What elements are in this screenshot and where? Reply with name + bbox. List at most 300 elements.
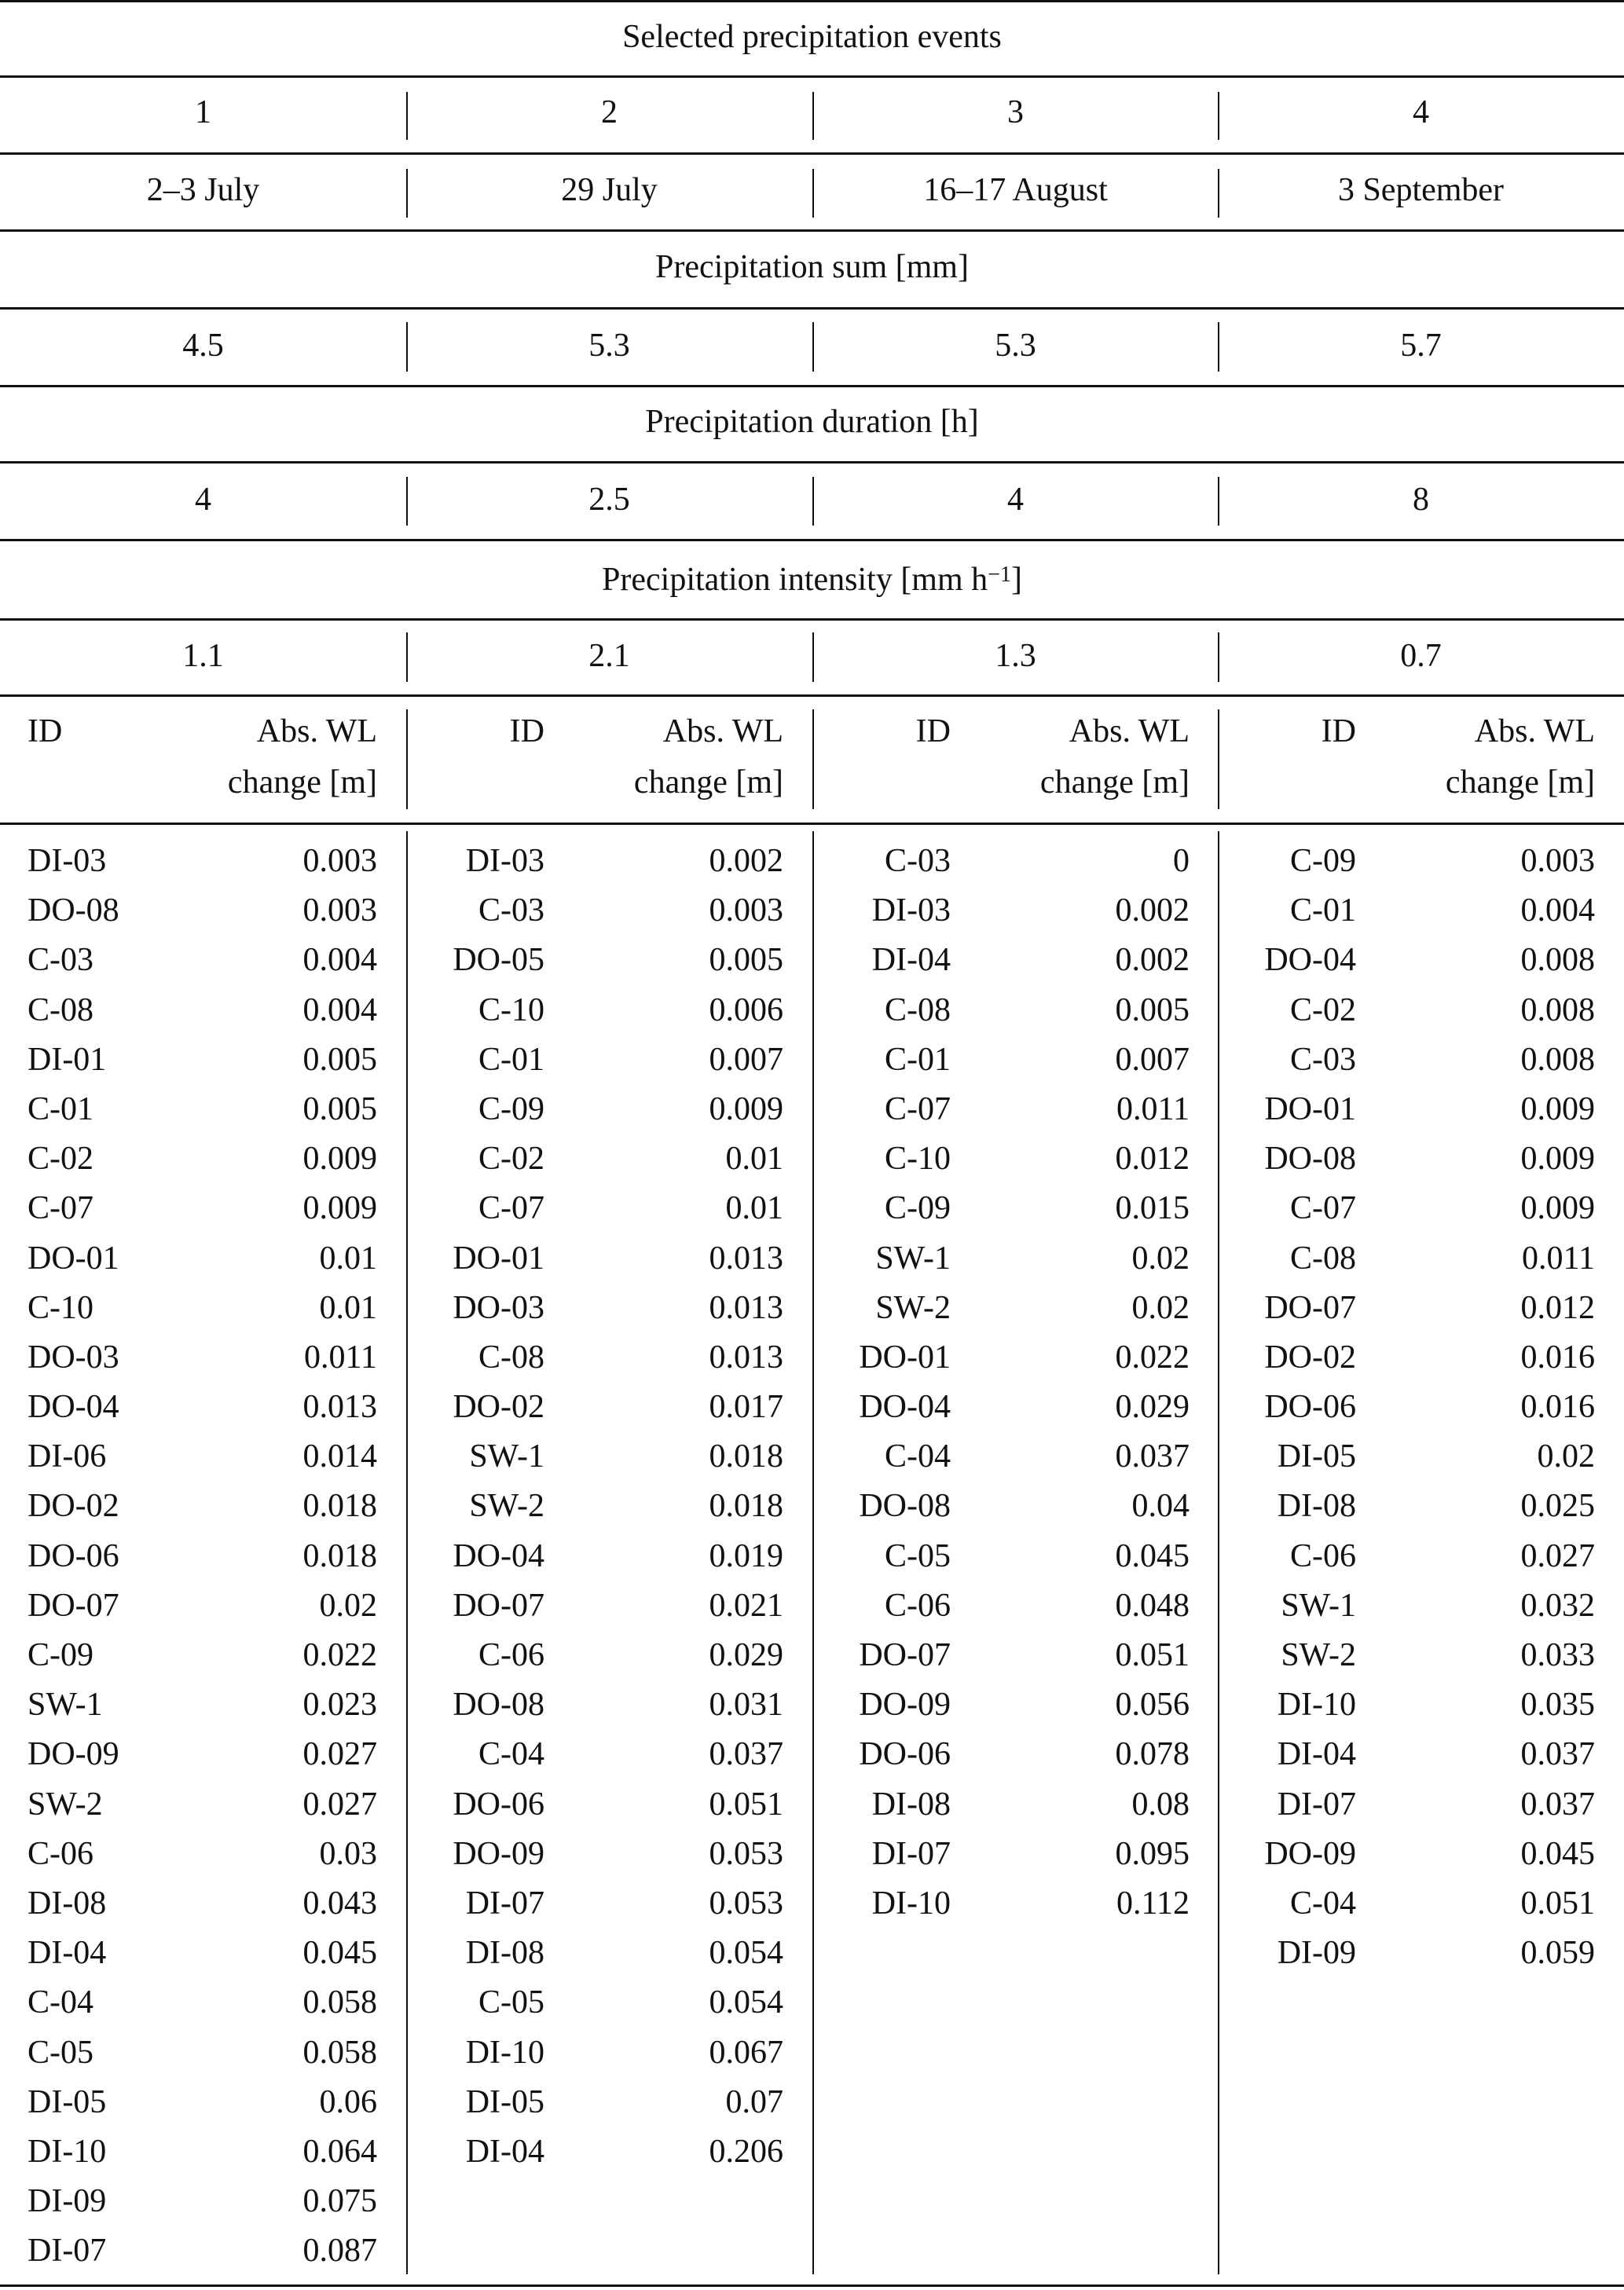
wl-change-value: 0.017 xyxy=(709,1389,783,1426)
station-id: C-02 xyxy=(1290,991,1356,1028)
table-row xyxy=(812,986,1219,1035)
wl-change-value: 0.027 xyxy=(302,1786,377,1823)
table-row xyxy=(1218,1581,1624,1631)
id-column-header: ID xyxy=(1321,713,1356,749)
station-id: C-04 xyxy=(1290,1885,1356,1922)
station-id: DI-04 xyxy=(465,2133,544,2170)
wl-change-value: 0.031 xyxy=(709,1687,783,1724)
table-row xyxy=(1218,886,1624,936)
table-row xyxy=(406,1680,812,1730)
table-row xyxy=(1218,837,1624,886)
change-column-header-line2: change [m] xyxy=(1445,764,1595,801)
station-id: DO-08 xyxy=(27,892,119,929)
station-id: DO-05 xyxy=(453,942,544,979)
wl-change-value: 0.048 xyxy=(1115,1587,1190,1624)
table-row xyxy=(406,1184,812,1233)
station-id: C-08 xyxy=(1290,1240,1356,1277)
table-row xyxy=(406,1085,812,1134)
table-row xyxy=(1218,1383,1624,1432)
wl-change-value: 0.005 xyxy=(302,1090,377,1127)
station-id: C-10 xyxy=(478,991,544,1028)
table-row xyxy=(812,1631,1219,1680)
table-row xyxy=(406,1284,812,1333)
station-id: DI-07 xyxy=(1277,1786,1356,1823)
wl-change-value: 0.018 xyxy=(709,1488,783,1525)
column-divider xyxy=(406,477,408,526)
rule-top xyxy=(0,0,1624,2)
event-2-station-list xyxy=(406,837,812,2177)
table-row xyxy=(1218,1085,1624,1134)
wl-change-value: 0.011 xyxy=(1116,1090,1190,1127)
table-row xyxy=(1218,936,1624,985)
table-row xyxy=(0,2226,406,2276)
table-row xyxy=(812,1284,1219,1333)
sum-value: 5.7 xyxy=(1400,328,1442,364)
table-row xyxy=(812,837,1219,886)
wl-change-value: 0.005 xyxy=(1115,991,1190,1028)
table-row xyxy=(812,1830,1219,1879)
intensity-header-text: Precipitation intensity [mm h xyxy=(602,562,988,598)
table-row xyxy=(812,1432,1219,1482)
wl-change-value: 0.029 xyxy=(709,1637,783,1673)
column-divider xyxy=(812,169,814,218)
event-3-station-list xyxy=(812,837,1219,1929)
station-id: C-09 xyxy=(478,1090,544,1127)
station-id: DI-05 xyxy=(1277,1438,1356,1475)
wl-change-value: 0.018 xyxy=(709,1438,783,1475)
event-4-station-list xyxy=(1218,837,1624,1978)
column-divider xyxy=(406,632,408,682)
table-row xyxy=(406,1432,812,1482)
station-id: C-05 xyxy=(27,2034,93,2071)
event-date: 29 July xyxy=(561,172,658,208)
wl-change-value: 0.009 xyxy=(709,1090,783,1127)
wl-change-value: 0.011 xyxy=(304,1339,377,1376)
rule xyxy=(0,694,1624,697)
station-id: DO-02 xyxy=(1264,1339,1356,1376)
station-id: DI-03 xyxy=(27,843,107,879)
table-row xyxy=(406,2028,812,2078)
wl-change-value: 0.008 xyxy=(1520,942,1595,979)
table-row xyxy=(0,1581,406,1631)
station-id: C-07 xyxy=(885,1090,951,1127)
station-id: DO-08 xyxy=(453,1687,544,1724)
wl-change-value: 0.021 xyxy=(709,1587,783,1624)
table-row xyxy=(0,936,406,985)
wl-change-value: 0.02 xyxy=(319,1587,377,1624)
wl-change-value: 0.008 xyxy=(1520,1041,1595,1078)
rule xyxy=(0,823,1624,825)
rule xyxy=(0,152,1624,155)
table-row xyxy=(1218,1134,1624,1184)
table-row xyxy=(812,1134,1219,1184)
table-row xyxy=(0,986,406,1035)
event-1-station-list xyxy=(0,837,406,2276)
wl-change-value: 0.058 xyxy=(302,1984,377,2021)
wl-change-value: 0.045 xyxy=(1520,1835,1595,1872)
station-id: SW-1 xyxy=(1281,1587,1356,1624)
event-date: 2–3 July xyxy=(146,172,260,208)
column-divider xyxy=(1218,709,1219,809)
table-row xyxy=(812,1184,1219,1233)
wl-change-value: 0.035 xyxy=(1520,1687,1595,1724)
wl-change-value: 0.003 xyxy=(709,892,783,929)
station-id: DI-06 xyxy=(27,1438,107,1475)
duration-value: 8 xyxy=(1413,482,1429,518)
table-row xyxy=(0,2028,406,2078)
station-id: C-04 xyxy=(27,1984,93,2021)
station-id: C-04 xyxy=(885,1438,951,1475)
wl-change-value: 0.054 xyxy=(709,1935,783,1972)
station-id: DO-07 xyxy=(27,1587,119,1624)
wl-change-value: 0.018 xyxy=(302,1537,377,1574)
rule xyxy=(0,539,1624,541)
station-id: DO-09 xyxy=(453,1835,544,1872)
intensity-value: 2.1 xyxy=(588,638,630,674)
station-id: DO-04 xyxy=(453,1537,544,1574)
id-column-header: ID xyxy=(915,713,951,749)
table-row xyxy=(406,1879,812,1929)
event-number: 2 xyxy=(601,94,618,130)
table-row xyxy=(406,1780,812,1830)
table-row xyxy=(406,1730,812,1779)
table-row xyxy=(1218,1730,1624,1779)
station-id: C-08 xyxy=(885,991,951,1028)
station-id: DI-05 xyxy=(27,2083,107,2120)
table-row xyxy=(812,886,1219,936)
table-row xyxy=(0,1680,406,1730)
station-id: C-02 xyxy=(27,1141,93,1178)
wl-change-value: 0.018 xyxy=(302,1488,377,1525)
table-row xyxy=(0,1978,406,2028)
station-id: DO-08 xyxy=(859,1488,951,1525)
table-row xyxy=(406,1929,812,1978)
wl-change-value: 0.04 xyxy=(1131,1488,1190,1525)
table-row xyxy=(1218,1830,1624,1879)
table-row xyxy=(0,2127,406,2177)
station-id: DO-03 xyxy=(27,1339,119,1376)
station-id: DI-01 xyxy=(27,1041,107,1078)
station-id: C-09 xyxy=(885,1190,951,1227)
table-row xyxy=(406,2127,812,2177)
table-row xyxy=(812,1879,1219,1929)
table-row xyxy=(406,837,812,886)
intensity-value: 1.1 xyxy=(182,638,224,674)
table-row xyxy=(0,1879,406,1929)
station-id: DI-07 xyxy=(871,1835,951,1872)
station-id: C-06 xyxy=(27,1835,93,1872)
station-id: DI-04 xyxy=(871,942,951,979)
wl-change-value: 0.002 xyxy=(1115,942,1190,979)
change-column-header-line1: Abs. WL xyxy=(1069,713,1190,749)
table-row xyxy=(406,936,812,985)
change-column-header-line1: Abs. WL xyxy=(1474,713,1595,749)
wl-change-value: 0.015 xyxy=(1115,1190,1190,1227)
wl-change-value: 0.056 xyxy=(1115,1687,1190,1724)
wl-change-value: 0.01 xyxy=(725,1190,783,1227)
station-id: C-06 xyxy=(885,1587,951,1624)
station-id: DO-06 xyxy=(453,1786,544,1823)
station-id: DO-07 xyxy=(1264,1289,1356,1326)
table-row xyxy=(0,886,406,936)
table-row xyxy=(1218,1184,1624,1233)
table-row xyxy=(406,1134,812,1184)
table-row xyxy=(1218,986,1624,1035)
column-divider xyxy=(406,322,408,372)
wl-change-value: 0.027 xyxy=(302,1736,377,1773)
station-id: DI-07 xyxy=(465,1885,544,1922)
station-id: C-03 xyxy=(885,843,951,879)
table-row xyxy=(0,2078,406,2127)
wl-change-value: 0.043 xyxy=(302,1885,377,1922)
station-id: DO-01 xyxy=(27,1240,119,1277)
table-row xyxy=(406,886,812,936)
wl-change-value: 0.045 xyxy=(302,1935,377,1972)
table-title: Selected precipitation events xyxy=(622,19,1002,55)
station-id: C-02 xyxy=(478,1141,544,1178)
rule-bottom xyxy=(0,2285,1624,2287)
table-row xyxy=(812,936,1219,985)
station-id: DO-04 xyxy=(859,1389,951,1426)
column-divider xyxy=(406,709,408,809)
table-row xyxy=(0,1234,406,1284)
table-row xyxy=(1218,1780,1624,1830)
column-divider xyxy=(1218,477,1219,526)
station-id: DO-08 xyxy=(1264,1141,1356,1178)
wl-change-value: 0.033 xyxy=(1520,1637,1595,1673)
wl-change-value: 0.206 xyxy=(709,2133,783,2170)
wl-change-value: 0.07 xyxy=(725,2083,783,2120)
sum-value: 5.3 xyxy=(995,328,1036,364)
station-id: DO-01 xyxy=(859,1339,951,1376)
change-column-header-line1: Abs. WL xyxy=(256,713,377,749)
wl-change-value: 0.005 xyxy=(709,942,783,979)
wl-change-value: 0.053 xyxy=(709,1835,783,1872)
wl-change-value: 0.003 xyxy=(302,892,377,929)
station-id: DI-10 xyxy=(871,1885,951,1922)
wl-change-value: 0.032 xyxy=(1520,1587,1595,1624)
wl-change-value: 0.051 xyxy=(1520,1885,1595,1922)
wl-change-value: 0.058 xyxy=(302,2034,377,2071)
table-row xyxy=(812,1333,1219,1383)
column-divider xyxy=(1218,169,1219,218)
table-row xyxy=(0,1134,406,1184)
table-row xyxy=(812,1730,1219,1779)
table-row xyxy=(812,1532,1219,1581)
table-row xyxy=(1218,1532,1624,1581)
station-id: C-08 xyxy=(27,991,93,1028)
change-column-header-line2: change [m] xyxy=(633,764,783,801)
wl-change-value: 0.004 xyxy=(302,942,377,979)
station-id: C-07 xyxy=(27,1190,93,1227)
wl-change-value: 0.008 xyxy=(1520,991,1595,1028)
station-id: C-01 xyxy=(885,1041,951,1078)
wl-change-value: 0.02 xyxy=(1537,1438,1595,1475)
duration-value: 4 xyxy=(195,482,211,518)
sum-header: Precipitation sum [mm] xyxy=(655,249,969,285)
wl-change-value: 0.009 xyxy=(1520,1090,1595,1127)
station-id: DI-05 xyxy=(465,2083,544,2120)
station-id: DO-09 xyxy=(859,1687,951,1724)
wl-change-value: 0.013 xyxy=(709,1289,783,1326)
wl-change-value: 0.01 xyxy=(319,1240,377,1277)
wl-change-value: 0.054 xyxy=(709,1984,783,2021)
station-id: DO-09 xyxy=(1264,1835,1356,1872)
rule xyxy=(0,461,1624,463)
station-id: C-09 xyxy=(27,1637,93,1673)
wl-change-value: 0.023 xyxy=(302,1687,377,1724)
wl-change-value: 0.003 xyxy=(302,843,377,879)
wl-change-value: 0.08 xyxy=(1131,1786,1190,1823)
column-divider xyxy=(1218,322,1219,372)
wl-change-value: 0.059 xyxy=(1520,1935,1595,1972)
wl-change-value: 0.009 xyxy=(302,1141,377,1178)
id-column-header: ID xyxy=(27,713,63,749)
event-date: 16–17 August xyxy=(923,172,1108,208)
wl-change-value: 0.006 xyxy=(709,991,783,1028)
station-id: DI-08 xyxy=(871,1786,951,1823)
station-id: C-10 xyxy=(885,1141,951,1178)
station-id: DI-08 xyxy=(465,1935,544,1972)
rule xyxy=(0,75,1624,78)
wl-change-value: 0.03 xyxy=(319,1835,377,1872)
intensity-value: 0.7 xyxy=(1400,638,1442,674)
sum-value: 5.3 xyxy=(588,328,630,364)
table-row xyxy=(406,2078,812,2127)
station-id: DI-03 xyxy=(465,843,544,879)
intensity-header xyxy=(0,556,1624,603)
column-divider xyxy=(812,477,814,526)
station-id: C-01 xyxy=(27,1090,93,1127)
table-row xyxy=(0,1432,406,1482)
station-id: C-03 xyxy=(27,942,93,979)
wl-change-value: 0.002 xyxy=(709,843,783,879)
wl-change-value: 0.095 xyxy=(1115,1835,1190,1872)
table-row xyxy=(1218,1234,1624,1284)
station-id: DO-04 xyxy=(1264,942,1356,979)
station-id: DO-07 xyxy=(453,1587,544,1624)
wl-change-value: 0.051 xyxy=(709,1786,783,1823)
rule xyxy=(0,385,1624,387)
station-id: C-10 xyxy=(27,1289,93,1326)
wl-change-value: 0.009 xyxy=(1520,1141,1595,1178)
change-column-header-line2: change [m] xyxy=(227,764,377,801)
table-row xyxy=(406,1978,812,2028)
station-id: SW-1 xyxy=(469,1438,544,1475)
table-row xyxy=(812,1780,1219,1830)
table-row xyxy=(812,1035,1219,1085)
table-row xyxy=(406,1581,812,1631)
wl-change-value: 0.016 xyxy=(1520,1339,1595,1376)
column-divider xyxy=(406,169,408,218)
table-row xyxy=(406,1234,812,1284)
duration-value: 2.5 xyxy=(588,482,630,518)
table-row xyxy=(406,1333,812,1383)
duration-header: Precipitation duration [h] xyxy=(645,404,979,440)
table-row xyxy=(406,1532,812,1581)
station-id: C-05 xyxy=(478,1984,544,2021)
station-id: SW-1 xyxy=(875,1240,951,1277)
table-row xyxy=(0,1085,406,1134)
station-id: DO-06 xyxy=(27,1537,119,1574)
wl-change-value: 0.02 xyxy=(1131,1240,1190,1277)
wl-change-value: 0.01 xyxy=(319,1289,377,1326)
table-row xyxy=(1218,1879,1624,1929)
table-row xyxy=(1218,1432,1624,1482)
table-row xyxy=(406,1035,812,1085)
rule xyxy=(0,618,1624,621)
intensity-exponent: −1 xyxy=(988,562,1011,587)
wl-change-value: 0.016 xyxy=(1520,1389,1595,1426)
station-id: DI-08 xyxy=(1277,1488,1356,1525)
station-id: C-07 xyxy=(478,1190,544,1227)
sum-value: 4.5 xyxy=(182,328,224,364)
station-id: DO-09 xyxy=(27,1736,119,1773)
station-id: DI-10 xyxy=(27,2133,107,2170)
station-id: DO-04 xyxy=(27,1389,119,1426)
intensity-header-close: ] xyxy=(1010,562,1022,598)
wl-change-value: 0.112 xyxy=(1116,1885,1190,1922)
table-row xyxy=(0,1482,406,1531)
wl-change-value: 0.037 xyxy=(1520,1736,1595,1773)
wl-change-value: 0.007 xyxy=(709,1041,783,1078)
table-row xyxy=(406,1830,812,1879)
station-id: DO-02 xyxy=(453,1389,544,1426)
station-id: DI-04 xyxy=(1277,1736,1356,1773)
wl-change-value: 0.037 xyxy=(1115,1438,1190,1475)
wl-change-value: 0.014 xyxy=(302,1438,377,1475)
wl-change-value: 0.045 xyxy=(1115,1537,1190,1574)
station-id: SW-1 xyxy=(27,1687,103,1724)
wl-change-value: 0.06 xyxy=(319,2083,377,2120)
wl-change-value: 0.009 xyxy=(302,1190,377,1227)
table-row xyxy=(812,1383,1219,1432)
table-row xyxy=(0,1830,406,1879)
duration-value: 4 xyxy=(1007,482,1024,518)
station-id: C-06 xyxy=(478,1637,544,1673)
table-row xyxy=(812,1581,1219,1631)
table-row xyxy=(812,1234,1219,1284)
wl-change-value: 0.037 xyxy=(1520,1786,1595,1823)
wl-change-value: 0.078 xyxy=(1115,1736,1190,1773)
station-id: C-05 xyxy=(885,1537,951,1574)
table-row xyxy=(0,1532,406,1581)
column-divider xyxy=(1218,92,1219,140)
table-row xyxy=(812,1085,1219,1134)
wl-change-value: 0.005 xyxy=(302,1041,377,1078)
table-row xyxy=(0,1035,406,1085)
wl-change-value: 0.037 xyxy=(709,1736,783,1773)
station-id: DO-06 xyxy=(1264,1389,1356,1426)
event-date: 3 September xyxy=(1337,172,1505,208)
station-id: DO-06 xyxy=(859,1736,951,1773)
table-row xyxy=(812,1482,1219,1531)
table-row xyxy=(1218,1929,1624,1978)
rule xyxy=(0,307,1624,310)
wl-change-value: 0.019 xyxy=(709,1537,783,1574)
table-row xyxy=(1218,1284,1624,1333)
station-id: DO-01 xyxy=(453,1240,544,1277)
station-id: DI-03 xyxy=(871,892,951,929)
station-id: DO-07 xyxy=(859,1637,951,1673)
table-row xyxy=(0,1184,406,1233)
change-column-header-line2: change [m] xyxy=(1039,764,1190,801)
wl-change-value: 0.067 xyxy=(709,2034,783,2071)
wl-change-value: 0.075 xyxy=(302,2183,377,2220)
station-id: C-01 xyxy=(478,1041,544,1078)
station-id: C-08 xyxy=(478,1339,544,1376)
station-id: C-07 xyxy=(1290,1190,1356,1227)
